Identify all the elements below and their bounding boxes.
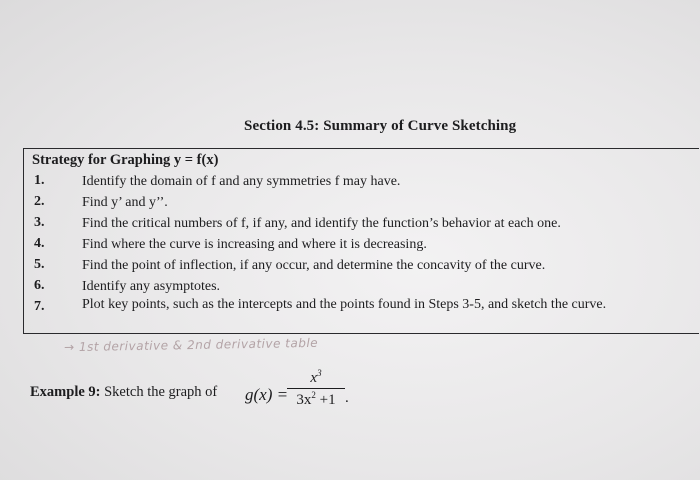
function-lhs: g(x) = [245, 385, 289, 404]
step-number: 7. [34, 299, 45, 314]
step-number: 2. [34, 194, 45, 209]
example-text: Sketch the graph of [104, 384, 218, 400]
fraction [287, 368, 345, 409]
period: . [345, 390, 349, 406]
section-title: Section 4.5: Summary of Curve Sketching [244, 118, 517, 134]
fraction-bar [287, 388, 345, 389]
denominator: $3x^2 +1$ [296, 390, 336, 408]
step-text: Plot key points, such as the intercepts and the points found in Steps 3-5, and sketch the curve. [82, 297, 607, 312]
step-number: 6. [34, 278, 45, 293]
step-text: Identify any asymptotes. [82, 279, 221, 294]
numerator: $x^3$ [310, 368, 322, 386]
example-label: Example 9: [30, 384, 101, 400]
strategy-heading: Strategy for Graphing y = f(x) [32, 152, 219, 168]
step-number: 4. [34, 236, 45, 251]
step-text: Find where the curve is increasing and where it is decreasing. [82, 237, 427, 252]
step-text: Identify the domain of f and any symmetries f may have. [82, 174, 401, 189]
handwritten-note: → 1st derivative & 2nd derivative table [63, 335, 319, 355]
example-statement [30, 384, 217, 401]
step-number: 1. [34, 173, 45, 188]
step-number: 5. [34, 257, 45, 272]
step-number: 3. [34, 215, 45, 230]
step-text: Find y’ and y’’. [82, 195, 168, 210]
step-text: Find the point of inflection, if any occur, and determine the concavity of the curve. [82, 258, 546, 273]
step-text: Find the critical numbers of f, if any, and identify the function’s behavior at each one. [82, 216, 561, 231]
